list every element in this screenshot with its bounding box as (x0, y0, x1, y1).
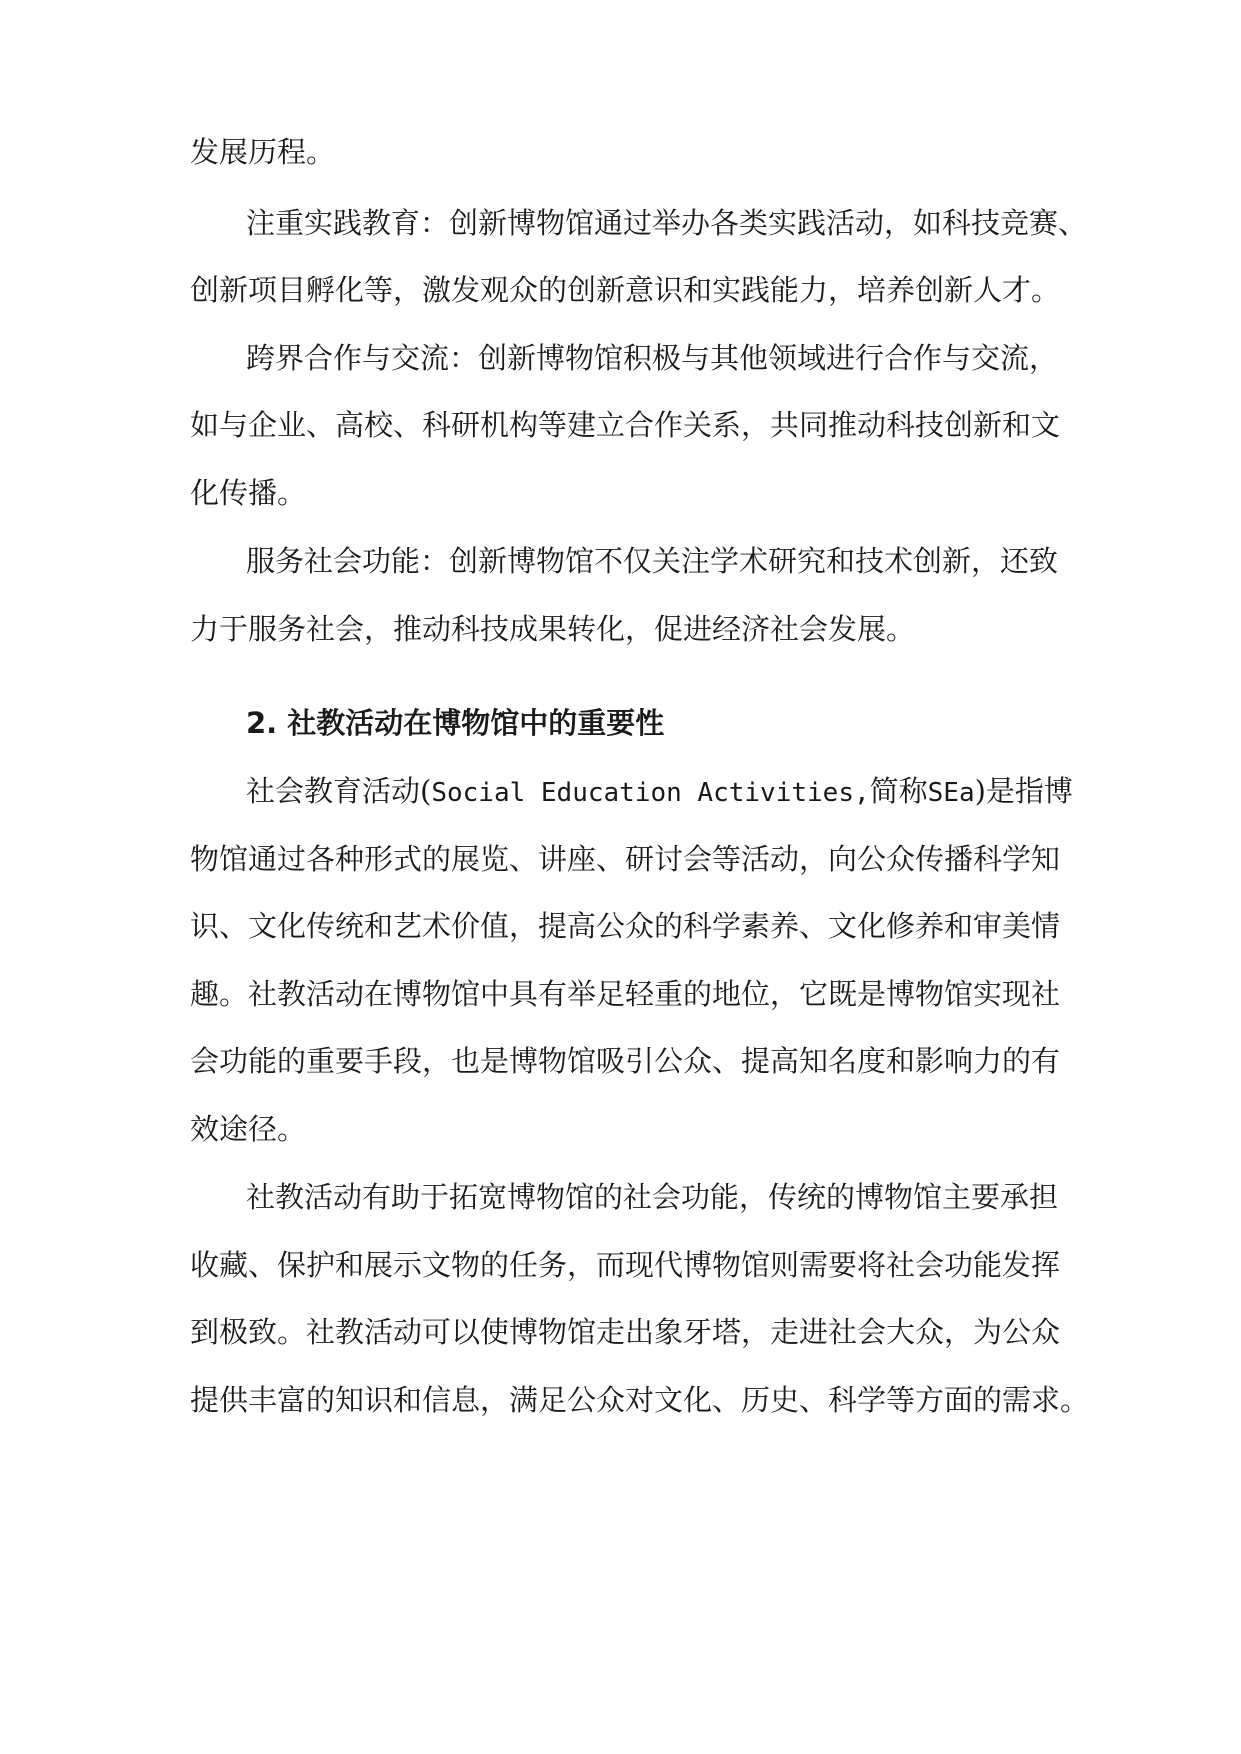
sea-suffix: )是指博 (974, 774, 1073, 808)
sea-abbreviation: SEa (927, 778, 975, 808)
paragraph-practice-education: 注重实践教育：创新博物馆通过举办各类实践活动，如科技竞赛、 (246, 206, 1088, 240)
sea-english-term: Social Education Activities, (431, 778, 870, 808)
section-heading: 2. 社教活动在博物馆中的重要性 (246, 706, 665, 740)
text-line: 力于服务社会，推动科技成果转化，促进经济社会发展。 (190, 612, 916, 646)
text-line: 会功能的重要手段，也是博物馆吸引公众、提高知名度和影响力的有 (190, 1044, 1061, 1078)
text-line: 如与企业、高校、科研机构等建立合作关系，共同推动科技创新和文 (190, 408, 1061, 442)
paragraph-cross-boundary: 跨界合作与交流：创新博物馆积极与其他领域进行合作与交流， (246, 341, 1059, 375)
text-line: 化传播。 (190, 476, 307, 510)
sea-middle: 简称 (869, 774, 928, 808)
paragraph-sea-definition (246, 771, 1073, 813)
paragraph-social-function: 社教活动有助于拓宽博物馆的社会功能，传统的博物馆主要承担 (246, 1180, 1059, 1214)
sea-prefix: 社会教育活动( (246, 774, 432, 808)
paragraph-social-service: 服务社会功能：创新博物馆不仅关注学术研究和技术创新，还致 (246, 544, 1059, 578)
text-line: 到极致。社教活动可以使博物馆走出象牙塔，走进社会大众，为公众 (190, 1315, 1061, 1349)
text-line: 物馆通过各种形式的展览、讲座、研讨会等活动，向公众传播科学知 (190, 842, 1061, 876)
text-line: 效途径。 (190, 1112, 307, 1146)
text-line: 提供丰富的知识和信息，满足公众对文化、历史、科学等方面的需求。 (190, 1383, 1090, 1417)
text-line: 收藏、保护和展示文物的任务，而现代博物馆则需要将社会功能发挥 (190, 1248, 1061, 1282)
text-line: 趣。社教活动在博物馆中具有举足轻重的地位，它既是博物馆实现社 (190, 977, 1061, 1011)
text-line: 识、文化传统和艺术价值，提高公众的科学素养、文化修养和审美情 (190, 909, 1061, 943)
text-line: 创新项目孵化等，激发观众的创新意识和实践能力，培养创新人才。 (190, 273, 1061, 307)
text-line: 发展历程。 (190, 135, 336, 169)
